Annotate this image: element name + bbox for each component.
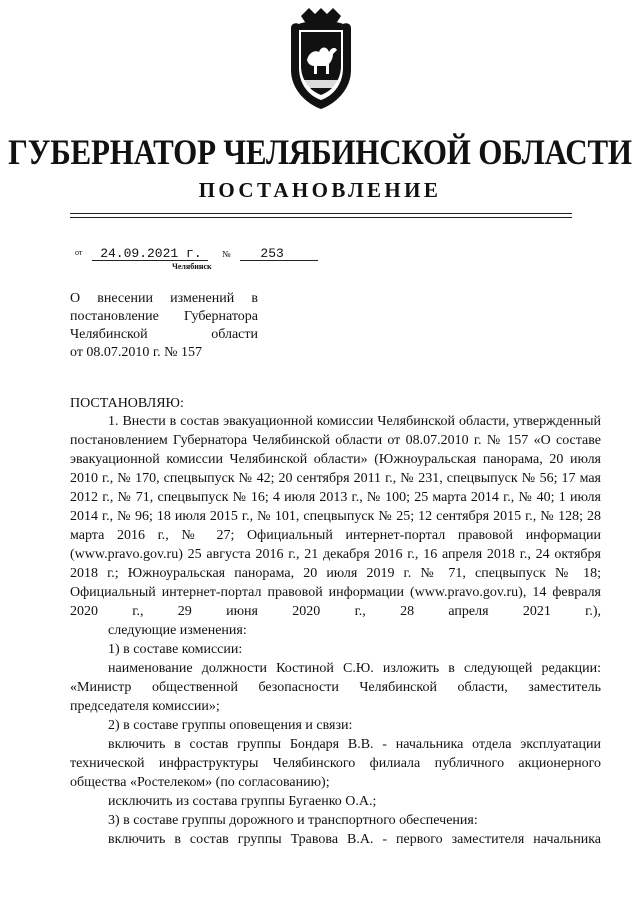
list-item: включить в состав группы Бондаря В.В. - начальника отдела эксплуатации	[108, 737, 601, 752]
document-subject	[70, 290, 258, 362]
number-prefix: №	[222, 249, 231, 259]
coat-of-arms-icon	[287, 8, 355, 110]
decree-heading: ПОСТАНОВЛЯЮ:	[70, 396, 184, 411]
header-divider	[70, 213, 572, 214]
subject-line: О внесении изменений в	[70, 291, 258, 306]
paragraph-1-text: 1. Внести в состав эвакуационной комиссии Челябинской области, утвержденный постановлением Губернатора Челябинской области от 08.07.2010 г. № 157 «О составе эвакуационной комиссии Челябинской области» (Южноуральская панорама, 20 июля 2010 г., № 170, спецвыпуск № 42; 20 сентября 2011 г., № 231, спецвыпуск № 56; 17 мая 2012 г., № 71, спецвыпуск № 16; 4 июля 2013 г., № 100; 25 марта 2014 г., № 40; 1 июля 2014 г., № 96; 18 июля 2015 г., № 101, спецвыпуск № 25; 12 сентября 2015 г., № 128; 28 марта 2016 г., № 27; Официальный интернет-портал правовой информации (www.pravo.gov.ru) 25 августа 2016 г., 21 декабря 2016 г., 16 апреля 2018 г., 24 октября 2018 г.; Южноуральская панорама, 20 июля 2019 г. № 71, спецвыпуск № 18; Официальный интернет-портал правовой информации (www.pravo.gov.ru), 14 февраля 2020 г., 29 июня 2020 г., 28 апреля 2021 г.),	[70, 414, 601, 619]
subject-line: от 08.07.2010 г. № 157	[70, 345, 202, 360]
list-item: 3) в составе группы дорожного и транспортного обеспечения:	[108, 813, 478, 828]
subject-line: Челябинской области	[70, 327, 258, 342]
list-item: 2) в составе группы оповещения и связи:	[108, 718, 353, 733]
document-number: 253	[240, 248, 318, 261]
paragraph-1	[70, 412, 601, 640]
city-name: Челябинск	[172, 262, 212, 271]
list-item: 1) в составе комиссии:	[108, 642, 243, 657]
list-item: председателя комиссии»;	[70, 699, 220, 714]
date-number-line	[75, 246, 318, 261]
paragraph-1-end: следующие изменения:	[108, 623, 247, 638]
document-type: ПОСТАНОВЛЕНИЕ	[198, 178, 442, 202]
list-item: технической инфраструктуры Челябинского филиала публичного акционерного	[70, 756, 601, 771]
list-item: «Министр общественной безопасности Челябинской области, заместитель	[70, 680, 601, 695]
list-item: исключить из состава группы Бугаенко О.А.;	[108, 794, 377, 809]
governor-title: ГУБЕРНАТОР ЧЕЛЯБИНСКОЙ ОБЛАСТИ	[8, 132, 632, 173]
list-item: наименование должности Костиной С.Ю. изложить в следующей редакции:	[108, 661, 601, 676]
subject-line: постановление Губернатора	[70, 309, 258, 324]
header-divider-second	[70, 217, 572, 218]
changes-list	[70, 640, 601, 849]
list-item: общества «Ростелеком» (по согласованию);	[70, 775, 330, 790]
date-prefix: от	[75, 248, 83, 257]
document-date: 24.09.2021 г.	[92, 248, 208, 261]
list-item: включить в состав группы Травова В.А. - первого заместителя начальника	[108, 832, 601, 847]
